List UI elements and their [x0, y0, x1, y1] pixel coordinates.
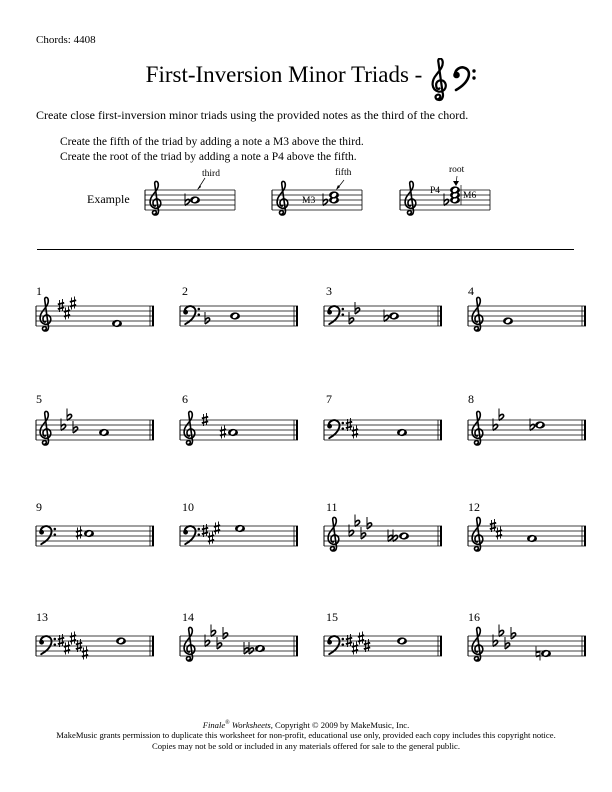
example-annotation-fifth: fifth: [335, 168, 352, 178]
example-annotation-m6: M6: [463, 191, 477, 201]
exercise-6: [180, 411, 298, 445]
exercise-number: 13: [36, 610, 48, 624]
footer-line-2: MakeMusic grants permission to duplicate this worksheet for non-profit, educational use only, provided each copy includes this copyright notice.: [56, 730, 556, 741]
exercise-10: [180, 522, 298, 547]
exercise-number: 11: [326, 500, 338, 514]
copyright-footer: [0, 718, 612, 751]
exercise-12: [468, 517, 586, 551]
footer-reg-mark: ®: [225, 720, 230, 726]
exercise-3: [324, 302, 442, 326]
title-text: First-Inversion Minor Triads -: [145, 62, 423, 87]
footer-line-1: [0, 718, 612, 730]
exercise-8: [468, 409, 586, 446]
exercise-1: [36, 297, 154, 332]
exercise-number: 9: [36, 500, 42, 514]
exercise-number: 2: [182, 284, 188, 298]
exercise-number: 3: [326, 284, 332, 298]
exercise-5: [36, 409, 154, 446]
footer-brand-suffix: Worksheets: [229, 719, 271, 730]
step-fifth-instruction: Create the fifth of the triad by adding a note a M3 above the third.: [60, 136, 364, 148]
footer-brand: Finale: [202, 719, 226, 730]
example-annotation-root: root: [449, 165, 465, 175]
exercise-13: [36, 632, 154, 660]
exercise-number: 8: [468, 392, 474, 406]
exercise-16: [468, 625, 586, 662]
exercise-number: 14: [182, 610, 194, 624]
exercise-9: [36, 526, 154, 546]
exercise-4: [468, 297, 586, 331]
exercise-number: 6: [182, 392, 188, 406]
example-annotation-p4: P4: [430, 186, 441, 196]
exercise-7: [324, 418, 442, 440]
exercise-number: 4: [468, 284, 474, 298]
exercise-14: [180, 625, 298, 662]
example-annotation-third: third: [202, 169, 220, 179]
intro-instruction: Create close first-inversion minor triads using the provided notes as the third of the chord.: [36, 108, 469, 122]
example-label: Example: [87, 192, 130, 206]
section-divider: [37, 249, 574, 250]
footer-line-3: Copies may not be sold or included in any materials offered for sale to the general public.: [152, 740, 460, 751]
exercise-11: [324, 515, 442, 552]
exercise-number: 10: [182, 500, 194, 514]
example-staff-2: [272, 167, 362, 215]
page-code: Chords: 4408: [36, 34, 96, 46]
exercise-number: 1: [36, 284, 42, 298]
exercise-number: 16: [468, 610, 480, 624]
example-annotation-m3: M3: [302, 196, 316, 206]
exercise-number: 12: [468, 500, 480, 514]
exercise-number: 7: [326, 392, 332, 406]
step-root-instruction: Create the root of the triad by adding a note a P4 above the fifth.: [60, 151, 357, 163]
example-staff-3: [400, 165, 490, 215]
footer-copyright: , Copyright © 2009 by MakeMusic, Inc.: [270, 719, 410, 730]
exercise-15: [324, 632, 442, 657]
exercise-number: 15: [326, 610, 338, 624]
example-staff-1: [145, 169, 235, 215]
exercise-2: [180, 306, 298, 326]
exercise-number: 5: [36, 392, 42, 406]
